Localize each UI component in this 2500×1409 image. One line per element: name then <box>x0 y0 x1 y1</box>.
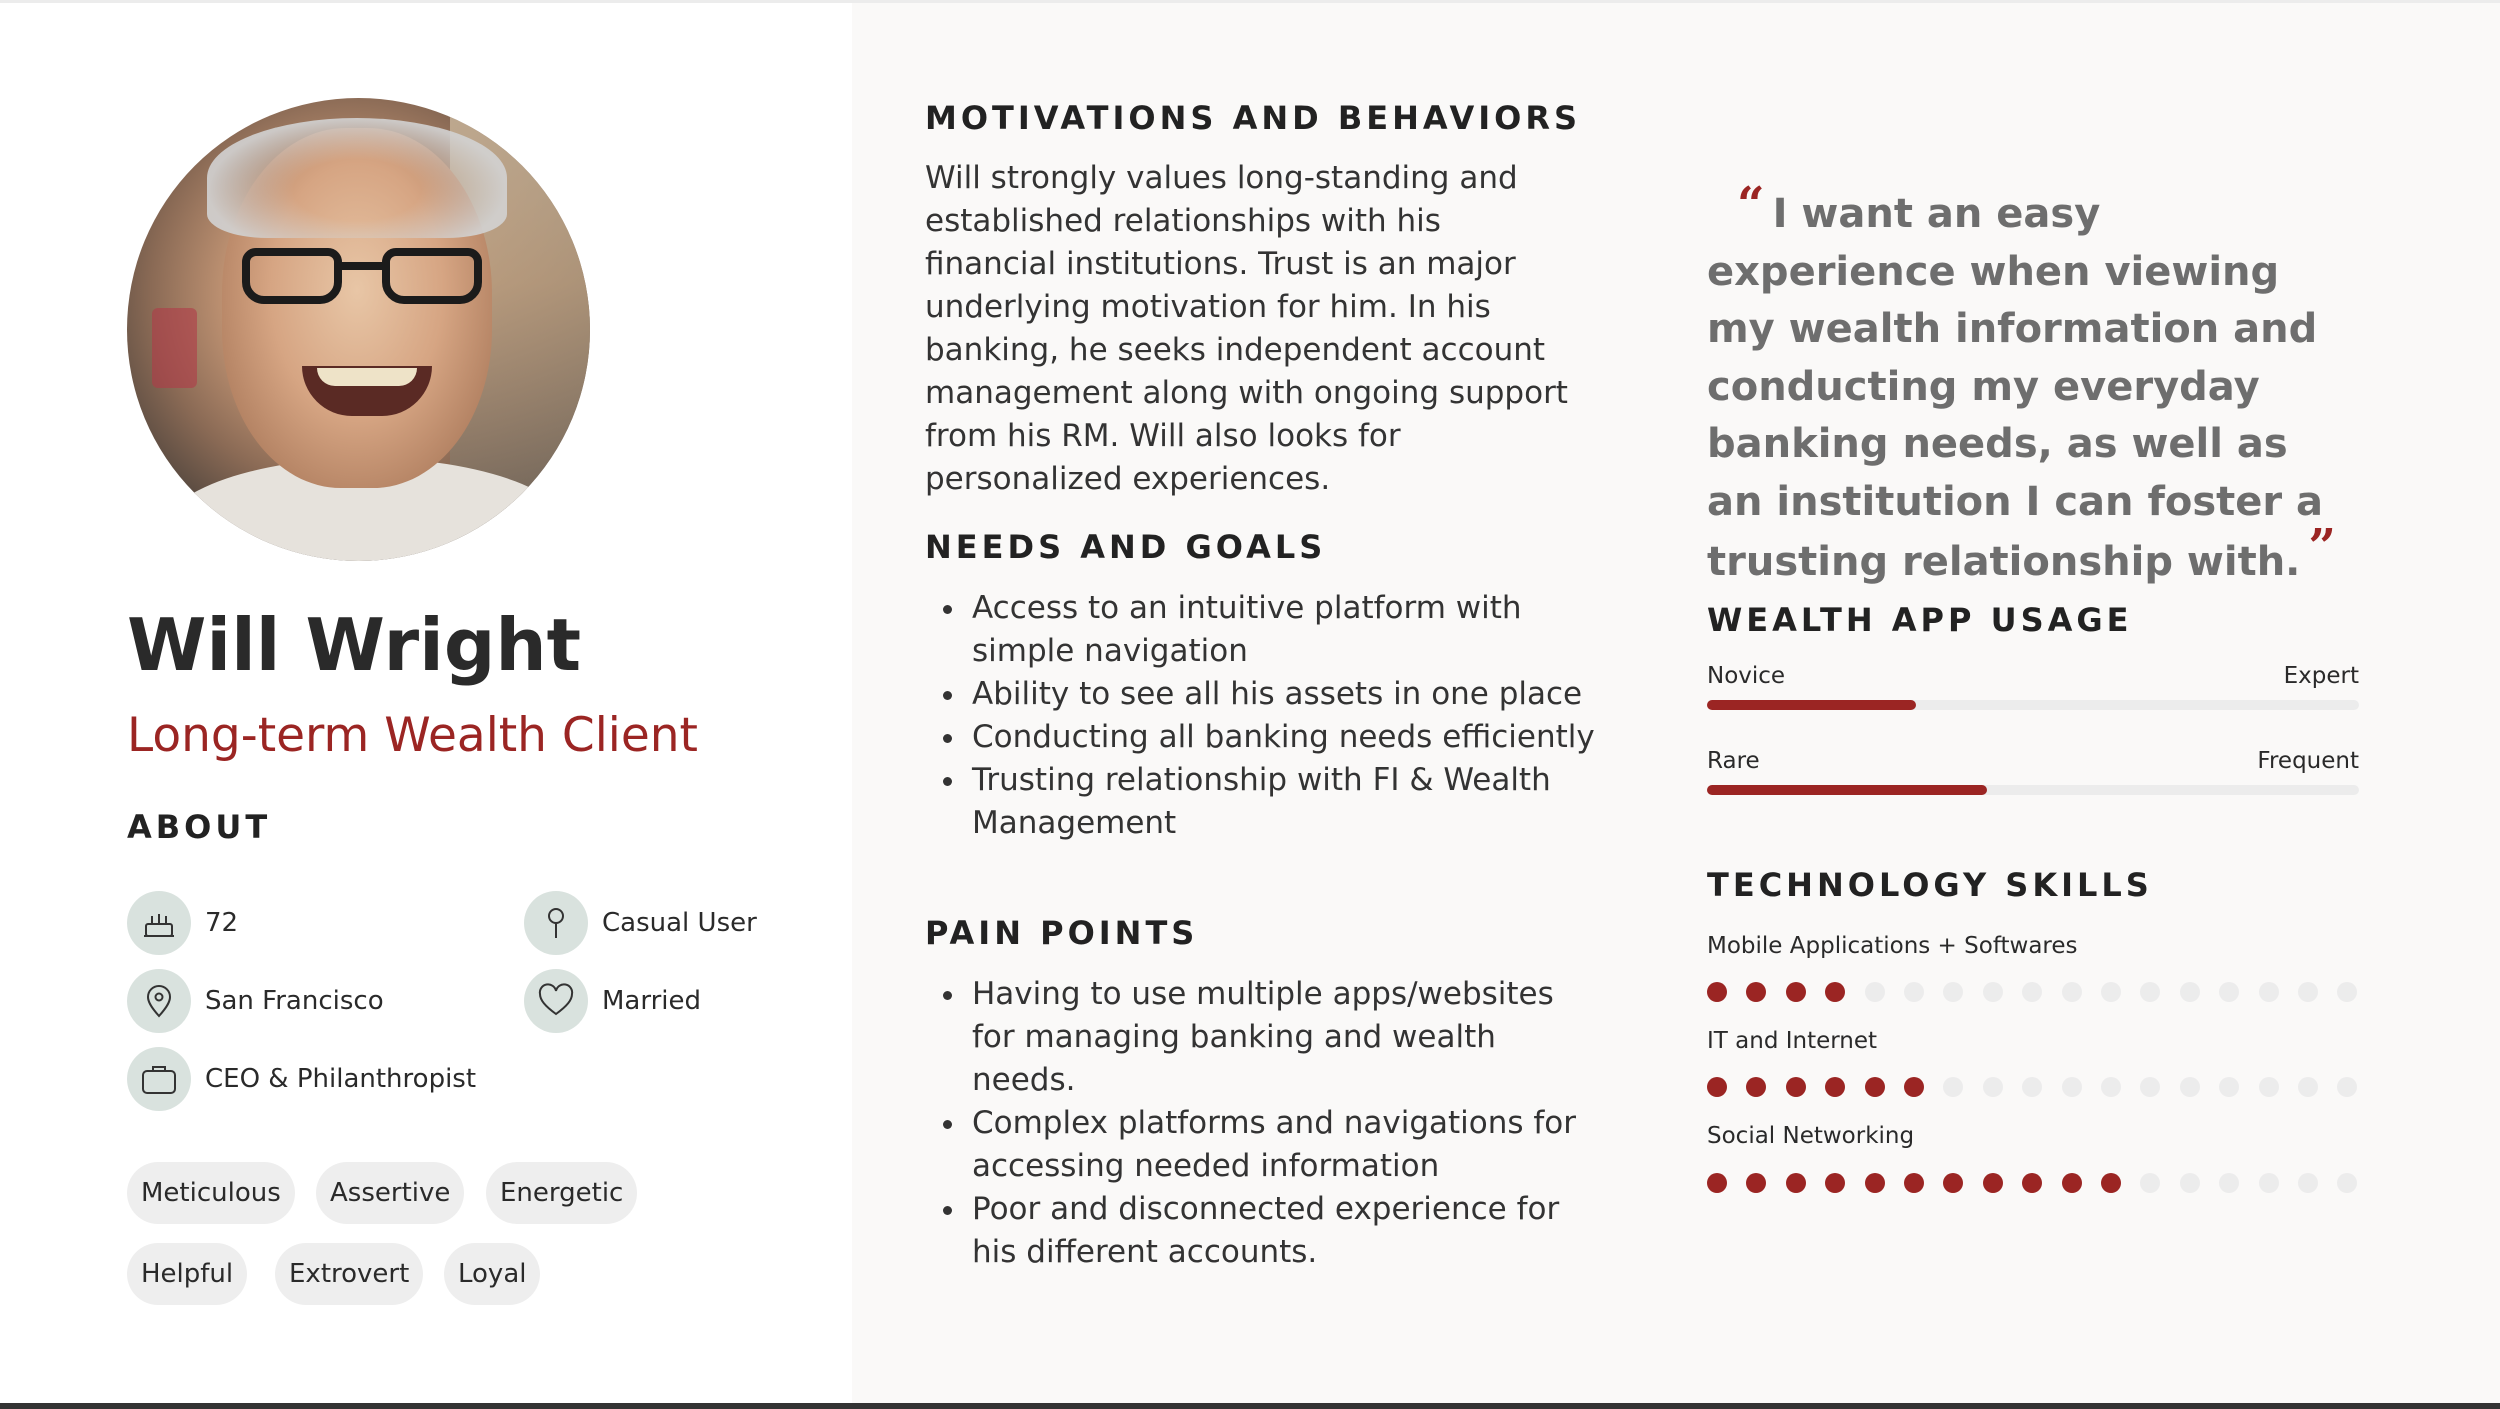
usage-bar-right-label: Frequent <box>2257 748 2359 774</box>
trait-chip: Assertive <box>316 1162 464 1224</box>
about-age <box>127 891 238 955</box>
list-item: Ability to see all his assets in one place <box>925 673 1605 716</box>
list-item: Conducting all banking needs efficiently <box>925 716 1605 759</box>
pain-points-list <box>925 973 1605 1274</box>
skill-dot-empty <box>2259 982 2279 1002</box>
skill-dot-filled <box>1707 1173 1727 1193</box>
about-marital <box>524 969 701 1033</box>
skill-dot-filled <box>1904 1173 1924 1193</box>
skill-dot-empty <box>2062 1077 2082 1097</box>
about-marital-text: Married <box>602 986 702 1016</box>
skill-dot-empty <box>2180 982 2200 1002</box>
trait-chip: Meticulous <box>127 1162 295 1224</box>
list-item: Poor and disconnected experience for his different accounts. <box>925 1188 1605 1274</box>
skills-heading: TECHNOLOGY SKILLS <box>1707 866 2153 904</box>
skill-dot-filled <box>1865 1077 1885 1097</box>
skill-dot-filled <box>1904 1077 1924 1097</box>
trait-chip: Loyal <box>444 1243 540 1305</box>
skill-dot-filled <box>1786 1077 1806 1097</box>
about-age-text: 72 <box>205 908 239 938</box>
close-quote-icon: ” <box>2308 519 2336 575</box>
skill-dot-filled <box>1786 982 1806 1002</box>
trait-chip: Extrovert <box>275 1243 423 1305</box>
skill-dot-filled <box>1707 982 1727 1002</box>
usage-bar-right-label: Expert <box>2283 663 2359 689</box>
list-item: Complex platforms and navigations for accessing needed information <box>925 1102 1605 1188</box>
briefcase-icon <box>127 1047 191 1111</box>
skill-dot-filled <box>2101 1173 2121 1193</box>
skill-dot-empty <box>2298 1173 2318 1193</box>
usage-bar-left-label: Rare <box>1707 748 1760 774</box>
skill-dot-empty <box>2101 1077 2121 1097</box>
skill-dot-empty <box>2298 982 2318 1002</box>
skill-dot-filled <box>1865 1173 1885 1193</box>
heart-icon <box>524 969 588 1033</box>
list-item: Trusting relationship with FI & Wealth Management <box>925 759 1605 845</box>
skill-dot-empty <box>2180 1173 2200 1193</box>
avatar <box>127 98 590 561</box>
about-heading: ABOUT <box>127 808 272 846</box>
skill-dot-empty <box>1983 982 2003 1002</box>
needs-list <box>925 587 1605 845</box>
frequency-bar-fill <box>1707 785 1987 795</box>
about-occupation <box>127 1047 476 1111</box>
expertise-bar <box>1707 700 2359 710</box>
frequency-bar <box>1707 785 2359 795</box>
pin-icon <box>524 891 588 955</box>
skill-dot-empty <box>2298 1077 2318 1097</box>
bottom-divider <box>0 1403 2500 1409</box>
profile-panel <box>0 3 852 1403</box>
persona-name: Will Wright <box>127 603 582 687</box>
skill-label: IT and Internet <box>1707 1028 1878 1054</box>
usage-heading: WEALTH APP USAGE <box>1707 601 2133 639</box>
list-item: Having to use multiple apps/websites for managing banking and wealth needs. <box>925 973 1605 1102</box>
skill-dot-filled <box>1707 1077 1727 1097</box>
about-occupation-text: CEO & Philanthropist <box>205 1064 477 1094</box>
needs-heading: NEEDS AND GOALS <box>925 528 1327 566</box>
skill-dot-empty <box>2062 982 2082 1002</box>
skill-label: Social Networking <box>1707 1123 1915 1149</box>
skill-dot-filled <box>1983 1173 2003 1193</box>
pain-points-heading: PAIN POINTS <box>925 914 1199 952</box>
skill-dot-empty <box>1904 982 1924 1002</box>
skill-dot-empty <box>2259 1173 2279 1193</box>
skill-label: Mobile Applications + Softwares <box>1707 933 2078 959</box>
skill-dot-filled <box>1786 1173 1806 1193</box>
about-location <box>127 969 384 1033</box>
usage-bar-left-label: Novice <box>1707 663 1786 689</box>
motivations-heading: MOTIVATIONS AND BEHAVIORS <box>925 99 1581 137</box>
persona-role: Long-term Wealth Client <box>127 708 698 763</box>
list-item: Access to an intuitive platform with simple navigation <box>925 587 1605 673</box>
location-icon <box>127 969 191 1033</box>
skill-dot-filled <box>2062 1173 2082 1193</box>
persona-quote <box>1707 177 2347 592</box>
expertise-bar-fill <box>1707 700 1916 710</box>
about-user-type <box>524 891 757 955</box>
skill-dot-empty <box>1983 1077 2003 1097</box>
about-location-text: San Francisco <box>205 986 384 1016</box>
skill-dot-empty <box>2180 1077 2200 1097</box>
trait-chip: Helpful <box>127 1243 247 1305</box>
about-user-type-text: Casual User <box>602 908 757 938</box>
motivations-text: Will strongly values long-standing and established relationships with his financial institutions. Trust is an major underlying motivation for him. In his banking, he seeks independent account management along with ongoing support from his RM. Will also looks for personalized experiences. <box>925 160 1568 497</box>
trait-chip: Energetic <box>486 1162 637 1224</box>
skill-dot-empty <box>1865 982 1885 1002</box>
open-quote-icon: “ <box>1737 177 1765 233</box>
skill-dot-empty <box>2101 982 2121 1002</box>
quote-text: I want an easy experience when viewing my wealth information and conducting my everyday banking needs, as well as an institution I can foster a trusting relationship with. <box>1707 191 2324 585</box>
birthday-cake-icon <box>127 891 191 955</box>
skill-dot-empty <box>2259 1077 2279 1097</box>
